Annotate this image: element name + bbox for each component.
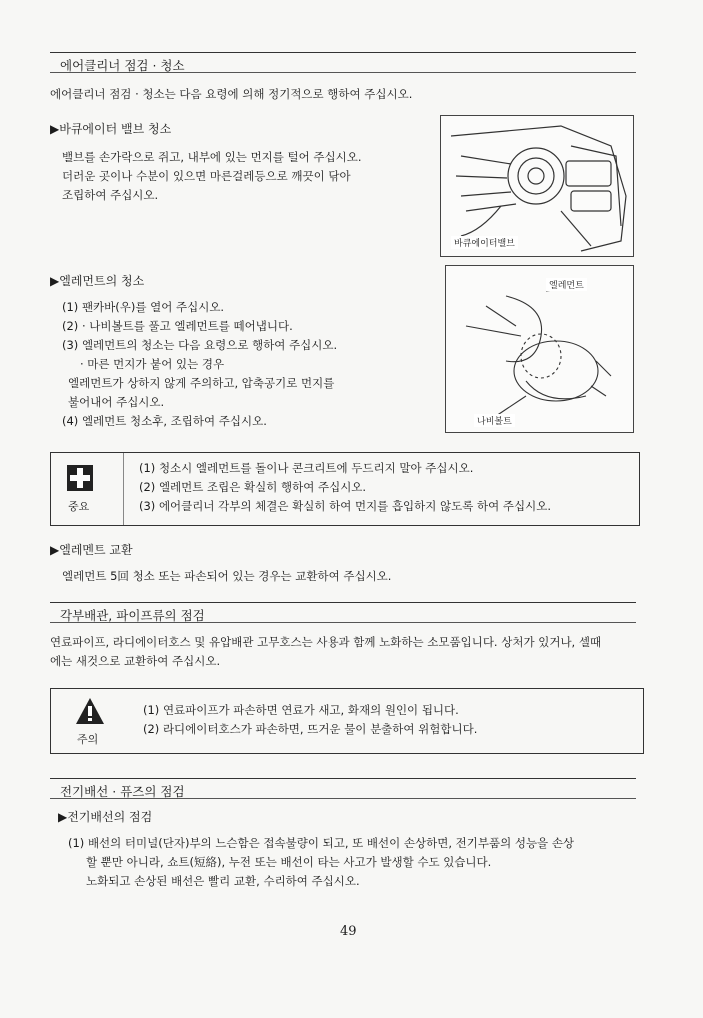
valve-heading: ▶바큐에이터 밸브 청소	[50, 122, 172, 136]
piping-line: 연료파이프, 라디에이터호스 및 유압배관 고무호스는 사용과 함께 노화하는 소모품입니다. 상처가 있거나, 셀때	[50, 635, 602, 649]
element-label: 엘레먼트	[546, 278, 587, 291]
valve-line: 더러운 곳이나 수분이 있으면 마른걸레등으로 깨끗이 닦아	[62, 169, 351, 183]
caution-label: 주의	[77, 733, 99, 746]
vacuator-valve-figure	[440, 115, 634, 257]
caution-item: (1) 연료파이프가 파손하면 연료가 새고, 화재의 원인이 됩니다.	[143, 703, 459, 717]
element-step: (2) · 나비볼트를 풀고 엘레먼트를 떼어냅니다.	[62, 319, 293, 333]
page-number: 49	[340, 924, 357, 939]
element-figure	[445, 265, 634, 433]
air-cleaner-intro: 에어클리너 점검 · 청소는 다음 요령에 의해 정기적으로 행하여 주십시오.	[50, 87, 413, 101]
wiring-text	[68, 834, 574, 891]
piping-line: 에는 새것으로 교환하여 주십시오.	[50, 654, 221, 668]
element-replace-heading: ▶엘레멘트 교환	[50, 543, 133, 557]
element-step: 불어내어 주십시오.	[68, 395, 165, 409]
important-divider	[123, 453, 124, 525]
caution-items	[143, 701, 477, 739]
element-step: (1) 팬카바(우)를 열어 주십시오.	[62, 300, 225, 314]
wing-bolt-label: 나비볼트	[474, 414, 515, 427]
element-drawing	[446, 266, 633, 432]
valve-line: 조립하여 주십시오.	[62, 188, 159, 202]
air-cleaner-drawing	[441, 116, 633, 256]
important-item: (2) 엘레먼트 조립은 확실히 행하여 주십시오.	[139, 480, 367, 494]
element-step: (4) 엘레먼트 청소후, 조립하여 주십시오.	[62, 414, 267, 428]
warning-icon	[75, 697, 105, 725]
vacuator-valve-label: 바큐에이터밸브	[451, 236, 518, 249]
wiring-line: (1) 배선의 터미널(단자)부의 느슨함은 접속불량이 되고, 또 배선이 손상하면, 전기부품의 성능을 손상	[68, 836, 575, 850]
caution-item: (2) 라디에이터호스가 파손하면, 뜨거운 물이 분출하여 위험합니다.	[143, 722, 478, 736]
section-title-piping: 각부배관, 파이프류의 점검	[50, 602, 636, 623]
important-item: (1) 청소시 엘레먼트를 돌이나 콘크리트에 두드리지 말아 주십시오.	[139, 461, 474, 475]
element-step: 엘레먼트가 상하지 않게 주의하고, 압축공기로 먼지를	[68, 376, 335, 390]
important-notice-box	[50, 452, 640, 526]
element-replace-text: 엘레먼트 5回 청소 또는 파손되어 있는 경우는 교환하여 주십시오.	[62, 569, 392, 583]
wiring-line: 노화되고 손상된 배선은 빨리 교환, 수리하여 주십시오.	[86, 874, 360, 888]
section-title-air-cleaner: 에어클리너 점검 · 청소	[50, 52, 636, 73]
wiring-heading: ▶전기배선의 점검	[58, 810, 153, 824]
section-title-wiring: 전기배선 · 퓨즈의 점검	[50, 778, 636, 799]
piping-text	[50, 633, 601, 671]
important-items	[139, 459, 551, 516]
element-heading: ▶엘레먼트의 청소	[50, 274, 145, 288]
element-steps	[62, 298, 337, 431]
valve-text	[62, 148, 362, 205]
important-item: (3) 에어클리너 각부의 체결은 확실히 하여 먼지를 흡입하지 않도록 하여 주십시오.	[139, 499, 551, 513]
valve-line: 밸브를 손가락으로 쥐고, 내부에 있는 먼지를 털어 주십시오.	[62, 150, 362, 164]
cross-icon	[67, 465, 93, 491]
element-step: · 마른 먼지가 붙어 있는 경우	[80, 357, 225, 371]
element-step: (3) 엘레먼트의 청소는 다음 요령으로 행하여 주십시오.	[62, 338, 338, 352]
important-label: 중요	[68, 500, 90, 513]
caution-notice-box	[50, 688, 644, 754]
wiring-line: 할 뿐만 아니라, 쇼트(短絡), 누전 또는 배선이 타는 사고가 발생할 수도 있습니다.	[86, 855, 492, 869]
